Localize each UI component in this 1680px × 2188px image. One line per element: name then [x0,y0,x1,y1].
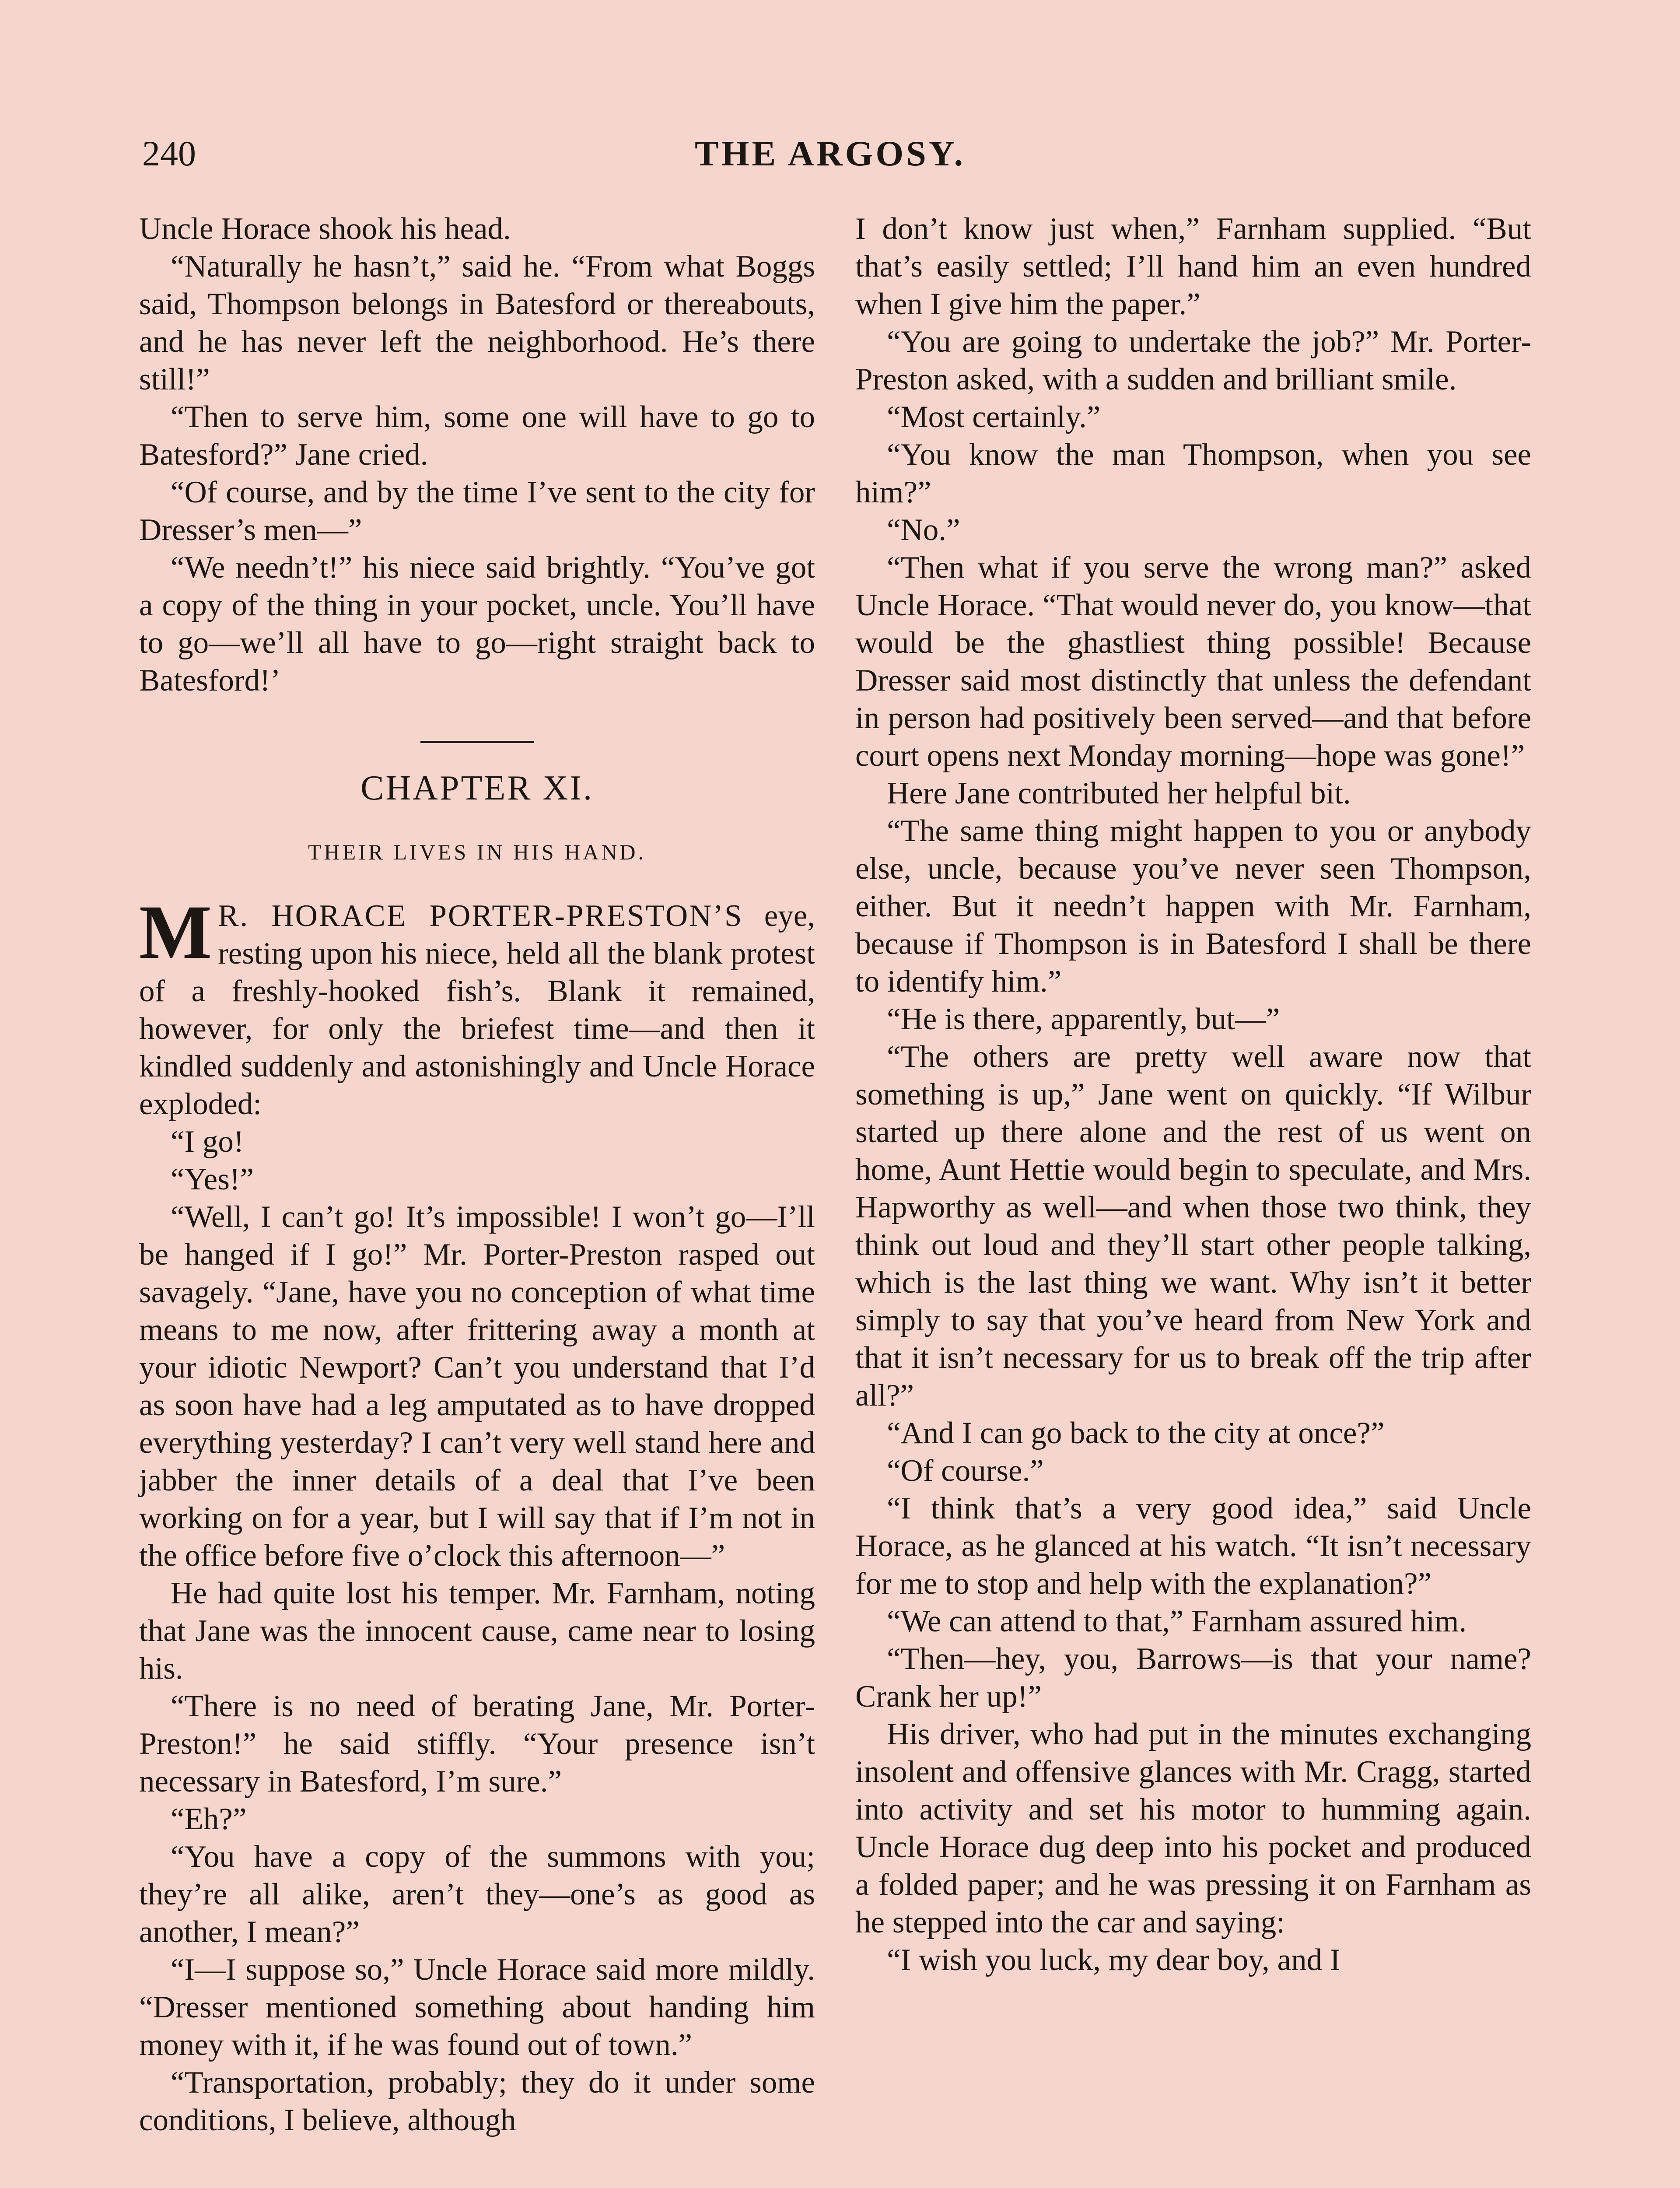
paragraph: His driver, who had put in the minutes exchanging insolent and offensive glances with Mr. Cragg, started into activity and set his motor to humming again. Uncle Horace dug deep into his pocket and produced a folded paper; and he was pressing it on Farnham as he stepped into the car and saying: [855,1717,1531,1939]
paragraph: “I go! [171,1125,244,1159]
paragraph: Here Jane contributed her helpful bit. [887,776,1351,810]
paragraph: “Then what if you serve the wrong man?” asked Uncle Horace. “That would never do, you know—that would be the ghastliest thing possible! Because Dresser said most distinctly that unless the defendant in person had positively been served—and that before court opens next Monday morning—hope was gone!” [855,551,1531,773]
paragraph: “We needn’t!” his niece said brightly. “You’ve got a copy of the thing in your pocket, uncle. You’ll have to go—we’ll all have to go—right straight back to Batesford!’ [139,551,815,698]
opening-lead: R. HORACE PORTER-PRESTON’S [218,899,743,933]
paragraph: “Eh?” [171,1802,247,1836]
paragraph: “We can attend to that,” Farnham assured him. [887,1604,1467,1638]
page-number: 240 [142,133,196,173]
paragraph: “He is there, apparently, but—” [887,1002,1280,1036]
chapter-opening-paragraph [139,890,815,1123]
paragraph: “You are going to undertake the job?” Mr. Porter-Preston asked, with a sudden and brilliant smile. [855,325,1531,396]
paragraph: “Of course.” [887,1454,1044,1488]
drop-cap: M [139,890,212,975]
paragraph: “I—I suppose so,” Uncle Horace said more mildly. “Dresser mentioned something about handing him money with it, if he was found out of town.” [139,1953,815,2062]
paragraph: “The others are pretty well aware now that something is up,” Jane went on quickly. “If Wilbur started up there alone and the rest of us went on home, Aunt Hettie would begin to speculate, and Mrs. Hapworthy as well—and when those two think, they think out loud and they’ll start other people talking, which is the last thing we want. Why isn’t it better simply to say that you’ve heard from New York and that it isn’t necessary for us to break off the trip after all?” [855,1040,1531,1413]
running-title: THE ARGOSY. [695,133,966,173]
opening-text: eye, resting upon his niece, held all the blank protest of a freshly-hooked fish’s. Blank it remained, however, for only the briefest time—and then it kindled suddenly and astonishingly and Uncle Horace exploded: [139,899,815,1121]
paragraph: He had quite lost his temper. Mr. Farnham, noting that Jane was the innocent cause, came near to losing his. [139,1576,815,1686]
paragraph: “Yes!” [171,1162,254,1196]
paragraph: “Well, I can’t go! It’s impossible! I won’t go—I’ll be hanged if I go!” Mr. Porter-Preston rasped out savagely. “Jane, have you no conception of what time means to me now, after frittering away a month at your idiotic Newport? Can’t you understand that I’d as soon have had a leg amputated as to have dropped everything yesterday? I can’t very well stand here and jabber the inner details of a deal that I’ve been working on for a year, but I will say that if I’m not in the office before five o’clock this afternoon—” [139,1200,815,1573]
right-column [855,210,1531,1979]
paragraph: “Most certainly.” [887,400,1101,434]
chapter-subtitle: THEIR LIVES IN HIS HAND. [308,840,647,864]
chapter-title: CHAPTER XI. [360,769,594,807]
paragraph: “You have a copy of the summons with you; they’re all alike, aren’t they—one’s as good as another, I mean?” [139,1840,815,1949]
section-divider [420,741,534,743]
paragraph: “I think that’s a very good idea,” said Uncle Horace, as he glanced at his watch. “It isn’t necessary for me to stop and help with the explanation?” [855,1491,1531,1601]
paragraph: “Of course, and by the time I’ve sent to the city for Dresser’s men—” [139,475,815,547]
paragraph: “I wish you luck, my dear boy, and I [887,1943,1340,1977]
paragraph: “And I can go back to the city at once?” [887,1416,1385,1450]
paragraph: “The same thing might happen to you or anybody else, uncle, because you’ve never seen Thompson, either. But it needn’t happen with Mr. Farnham, because if Thompson is in Batesford I shall be there to identify him.” [855,814,1531,999]
paragraph: “Then to serve him, some one will have to go to Batesford?” Jane cried. [139,400,815,472]
paragraph: “Naturally he hasn’t,” said he. “From what Boggs said, Thompson belongs in Batesford or thereabouts, and he has never left the neighborhood. He’s there still!” [139,249,815,396]
paragraph: “There is no need of berating Jane, Mr. Porter-Preston!” he said stiffly. “Your presence isn’t necessary in Batesford, I’m sure.” [139,1689,815,1799]
paragraph: “No.” [887,513,960,547]
paragraph: “Then—hey, you, Barrows—is that your name? Crank her up!” [855,1642,1531,1714]
paragraph: I don’t know just when,” Farnham supplied. “But that’s easily settled; I’ll hand him an even hundred when I give him the paper.” [855,212,1531,321]
page-header [138,130,1522,178]
paragraph: “You know the man Thompson, when you see him?” [855,438,1531,509]
left-column [139,210,815,2139]
paragraph: Uncle Horace shook his head. [139,212,511,246]
paragraph: “Transportation, probably; they do it under some conditions, I believe, although [139,2065,815,2137]
